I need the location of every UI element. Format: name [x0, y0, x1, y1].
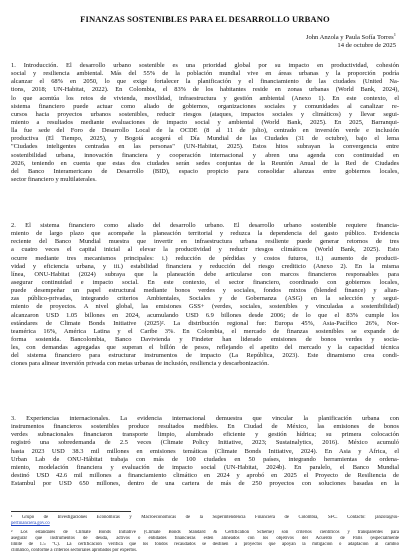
paragraph-line: alcanzaron USD 1.05 billones en 2024, acumulando USD 6.9 billones desde 2006; de lo que el 83% cumple los [11, 311, 399, 319]
paragraph-line: a cuatro veces el capital inicial al elevar la productividad y reducir riesgos climáticos (World Bank, 2025). Esto [11, 246, 399, 254]
paragraph-line: instrumentos financieros sostenibles produce resultados medibles. En Ciudad de México, las emisiones de bonos [11, 423, 399, 431]
paragraph-line: estándares de Climate Bonds Initiative (2025)². La distribución regional fue: Europa 45%, Asia-Pacífico 26%, Nor- [11, 319, 399, 327]
paragraph-line: social y resiliencia ambiental. Más del 55% de la población mundial vive en áreas urbanas y la proporción podría [11, 70, 399, 78]
paragraph-line: destinó USD 42.6 mil millones a financiamiento climático en 2024 y aprobó en 2025 el Proyecto de Resiliencia de [11, 471, 399, 479]
paragraph-line: miento, modelación financiera y evaluación de impacto social (UN-Habitat, 2024b). En paralelo, el Banco Mundial [11, 463, 399, 471]
paragraph-line: verdes subnacionales financiaron transporte limpio, alumbrado eficiente y gestión hídrica; su primera colocación [11, 431, 399, 439]
paragraph-line: "Ciudades inteligentes centradas en las personas" (UN-Habitat, 2025). Estos hitos subrayan la convergencia entre [11, 143, 399, 151]
section-introduccion [11, 62, 399, 184]
paragraph-line: ocurre mediante tres mecanismos principales: i.) reducción de pérdidas y costos futuros, ii.) aumento de producti- [11, 254, 399, 262]
paragraph-line: del sistema financiero para estructurar instrumentos de impacto (La República, 2023). Este dinamismo crea condi- [11, 352, 399, 360]
paragraph-line: reciente del Banco Mundial muestra que invertir en infraestructura urbana resiliente puede generar retornos de tres [11, 238, 399, 246]
section-sistema-financiero [11, 222, 399, 369]
paragraph-line: cursos hacia proyectos urbanos sostenibles, reducir riesgos (ataques, impactos sociales y climáticos) y llevar segui- [11, 110, 399, 118]
paragraph-line: 1. Introducción. El desarrollo urbano sostenible es una prioridad global por su impacto en productividad, cohesión [11, 62, 399, 69]
paragraph-line: vidad y eficiencia urbana, y iii.) estabilidad financiera y reducción del riesgo crediticio (Anexo 2). En la misma [11, 262, 399, 270]
paragraph-line: productiva (El Tiempo, 2025), y Bogotá acogerá el Día Mundial de las Ciudades (31 de octubre), bajo el lema [11, 135, 399, 143]
paragraph-line: puede desempeñar un papel estructural mediante bonos verdes y sociales, fondos mixtos (blended finance) y alian- [11, 287, 399, 295]
paragraph-line: 2026, teniendo en cuenta que estas dos ciudades serán sedes conjuntas de la Reunión Anual de la Red de Ciudades [11, 159, 399, 167]
paragraph-line: del Banco Interamericano de Desarrollo (BID), espacio propicio para consolidar alianzas entre gobiernos locales, [11, 167, 399, 175]
authors: John Anzola y Paula Sofía Torres [305, 34, 394, 41]
paragraph-line: les, con demandas agregadas que superan el billón de pesos, reflejando el apetito del mercado y la capacidad técnica [11, 344, 399, 352]
paragraph-line: miento a resultados mediante evaluaciones de impacto social y ambiental (World Bank, 2025). En 2025, Barranqui- [11, 118, 399, 126]
paragraph-line: teamérica 16%, América Latina y el Caribe 3%. En Colombia, el mercado de finanzas sostenibles se expande de [11, 327, 399, 335]
author-footnote-mark: 1 [393, 31, 396, 37]
footnote-2-line: asegurar que instrumentos de deuda, activos o entidades financieras estén alineados con los objetivos del Acuerdo de París (especialmente [11, 535, 399, 541]
author-line [305, 31, 396, 42]
paragraph-line: sector financiero y multilaterales. [11, 175, 97, 183]
paragraph-line: 3. Experiencias internacionales. La evidencia internacional demuestra que vincular la planificación urbana con [11, 415, 399, 422]
paragraph-line: alcanzar el 68% en 2050, lo que exige fortalecer la planificación y el financiamiento de las ciudades (United Na- [11, 78, 399, 86]
section-experiencias-internacionales [11, 415, 399, 488]
paragraph-line: sistema financiero puede actuar como aliado de gobiernos, organizaciones sociales y comunidades al canalizar re- [11, 102, 399, 110]
footnote-1-email-link[interactable]: perfinanciera.gov.co [11, 521, 50, 527]
footnotes [11, 515, 399, 555]
author-block [305, 31, 396, 50]
footnote-divider [11, 511, 131, 512]
paragraph-line: Urban Lab de ONU-Hábitat trabaja con más de 100 ciudades en 50 países, integrando herramientas de ordena- [11, 455, 399, 463]
paragraph-line: línea, ONU-Habitat (2024) subraya que la planeación debe articularse con marcos financieros responsables para [11, 270, 399, 278]
paragraph-line: lo que acentúa los retos de vivienda, movilidad, infraestructura y gestión ambiental (Anexo 1). En este contexto, el [11, 94, 399, 102]
paragraph-line: Estambul por USD 650 millones, dentro de una cartera de más de 250 proyectos con soluciones basadas en la [11, 480, 399, 488]
paragraph-line: zas público-privadas, integrando criterios Ambientales, Sociales y de Gobernanza (ASG) en la selección y segui- [11, 295, 399, 303]
paragraph-line: tions, 2018; UN-Habitat, 2022). En Colombia, el 83% de los habitantes reside en zonas urbanas (World Bank, 2024), [11, 86, 399, 94]
paragraph-line: miento de proyectos. A nivel global, las emisiones GSS+ (verdes, sociales, sostenibles y vinculadas a sostenibilidad) [11, 303, 399, 311]
paragraph-line: hasta 2023 USD 38.3 mil millones en emisiones temáticas (Climate Bonds Initiative, 2024). En Asia y África, el [11, 447, 399, 455]
footnote-2-line: climático, conforme a criterios sectoriales aprobados por expertos. [11, 548, 138, 554]
paragraph-line: lla fue sede del Foro de Desarrollo Local de la OCDE (8 al 11 de julio), centrado en inversión verde e inclusión [11, 127, 399, 135]
document-title: FINANZAS SOSTENIBLES PARA EL DESARROLLO URBANO [80, 14, 330, 24]
paragraph-line: forma sostenida. Bancolombia, Banco Davivienda y Findeter han liderado emisiones de bonos verdes y socia- [11, 335, 399, 343]
paragraph-line: sostenibilidad urbana, innovación financiera y cooperación internacional y abren una agenda con continuidad en [11, 151, 399, 159]
paragraph-line: miento de largo plazo que acompañe la planeación territorial y reduzca la dependencia del gasto público. Evidencia [11, 230, 399, 238]
paragraph-line: 2. El sistema financiero como aliado del desarrollo urbano. El desarrollo urbano sostenible requiere financia- [11, 222, 399, 229]
paragraph-line: ciones para alinear inversión privada con metas urbanas de inclusión, resiliencia y descarbonización. [11, 360, 269, 368]
footnote-2-line: limite de 1.5 °C). La certificación verifica que los fondos recaudados se destinen a proyectos que apoyan la mitigación o adaptación al cambio [11, 542, 399, 548]
footnote-1-line: ¹ Grupo de Investigaciones Económicas y Macroeconómicas de la Superintendencia Financiera de Colombia, SFC. Contacto: janzola@su- [11, 515, 399, 520]
footnote-2-line: ² Los estándares de Climate Bonds Initiative (Climate Bonds Standard & Certification Scheme) son criterios científicos y transparentes para [11, 529, 399, 535]
paragraph-line: registró una sobredemanda de 2.5 veces (Climate Policy Initiative, 2023; Sustainalytics, 2016). México acumuló [11, 439, 399, 447]
document-date: 14 de octubre de 2025 [337, 42, 396, 50]
paragraph-line: asegurar continuidad e impacto social. En este contexto, el sector financiero, coordinado con gobiernos locales, [11, 278, 399, 286]
